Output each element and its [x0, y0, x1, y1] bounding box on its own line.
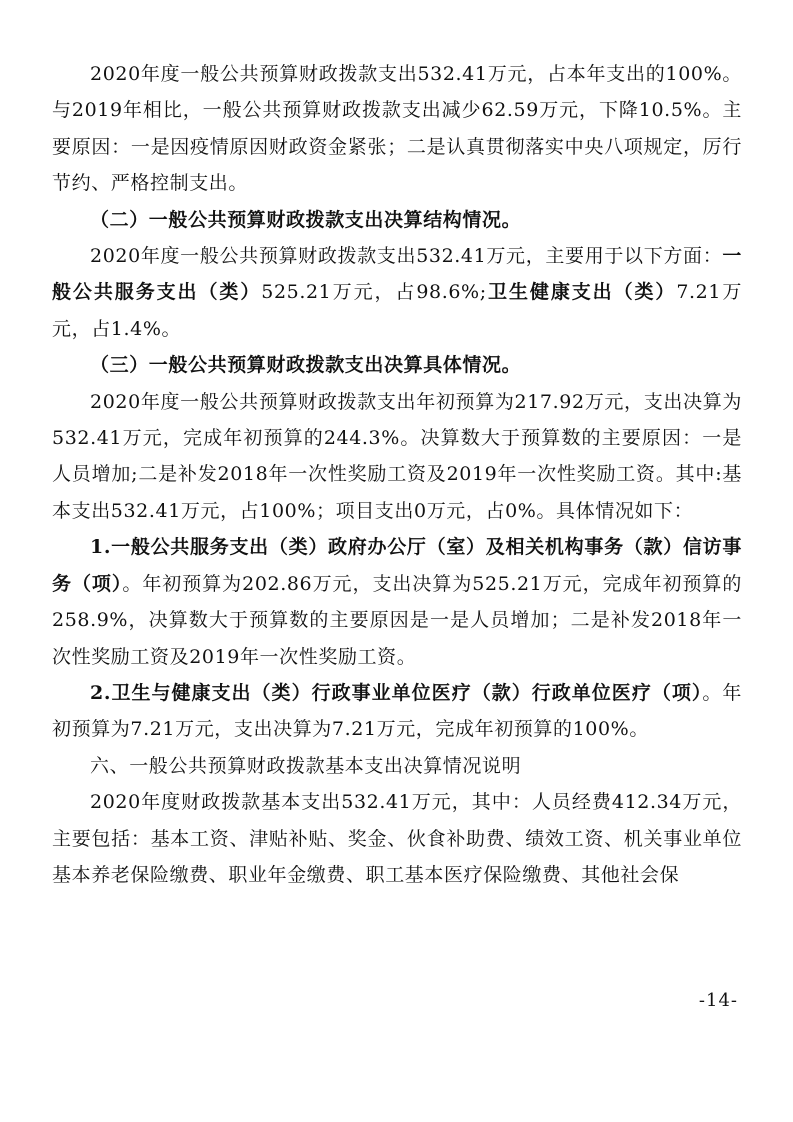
paragraph-basic-expenditure: 2020年度财政拨款基本支出532.41万元，其中：人员经费412.34万元，主要包括：基本工资、津贴补贴、奖金、伙食补助费、绩效工资、机关事业单位基本养老保险缴费、职业年金缴费、职工基本医疗保险缴费、其他社会保: [52, 791, 742, 886]
paragraph-expenditure-details: 2020年度一般公共预算财政拨款支出年初预算为217.92万元，支出决算为532.41万元，完成年初预算的244.3%。决算数大于预算数的主要原因：一是人员增加;二是补发2018年一次性奖励工资及2019年一次性奖励工资。其中:基本支出532.41万元，占100%；项目支出0万元，占0%。具体情况如下：: [52, 390, 742, 522]
structure-category-public-service: 一般公共服务支出（类）: [52, 245, 742, 304]
list-item-public-service: [52, 529, 742, 675]
page-number: -14-: [698, 990, 738, 1011]
paragraph-expenditure-structure: [52, 238, 742, 347]
section-heading-basic-expenditure: 六、一般公共预算财政拨款基本支出决算情况说明: [90, 754, 522, 777]
paragraph-expenditure-summary: 2020年度一般公共预算财政拨款支出532.41万元，占本年支出的100%。与2019年相比，一般公共预算财政拨款支出减少62.59万元，下降10.5%。主要原因：一是因疫情原因财政资金紧张；二是认真贯彻落实中央八项规定，厉行节约、严格控制支出。: [52, 63, 742, 195]
section-heading-structure: （二）一般公共预算财政拨款支出决算结构情况。: [90, 208, 522, 231]
list-item-text: 。年初预算为7.21万元，支出决算为7.21万元，完成年初预算的100%。: [52, 681, 742, 741]
list-item-title: 1.一般公共服务支出（类）政府办公厅（室）及相关机构事务（款）信访事务（项）: [52, 536, 742, 595]
list-item-text: 。年初预算为202.86万元，支出决算为525.21万元，完成年初预算的258.9%，决算数大于预算数的主要原因是一是人员增加；二是补发2018年一次性奖励工资及2019年一次性奖励工资。: [52, 572, 742, 668]
section-heading-details: （三）一般公共预算财政拨款支出决算具体情况。: [90, 354, 522, 377]
structure-value-public-service: 525.21万元，占98.6%;: [261, 281, 487, 304]
structure-intro: 2020年度一般公共预算财政拨款支出532.41万元，主要用于以下方面：: [90, 245, 723, 268]
document-page: [52, 56, 742, 893]
structure-category-health: 卫生健康支出（类）: [486, 281, 677, 304]
list-item-title: 2.卫生与健康支出（类）行政事业单位医疗（款）行政单位医疗（项）: [90, 681, 703, 704]
list-item-health: [52, 675, 742, 748]
structure-value-health: 7.21万元，占1.4%。: [52, 281, 742, 340]
